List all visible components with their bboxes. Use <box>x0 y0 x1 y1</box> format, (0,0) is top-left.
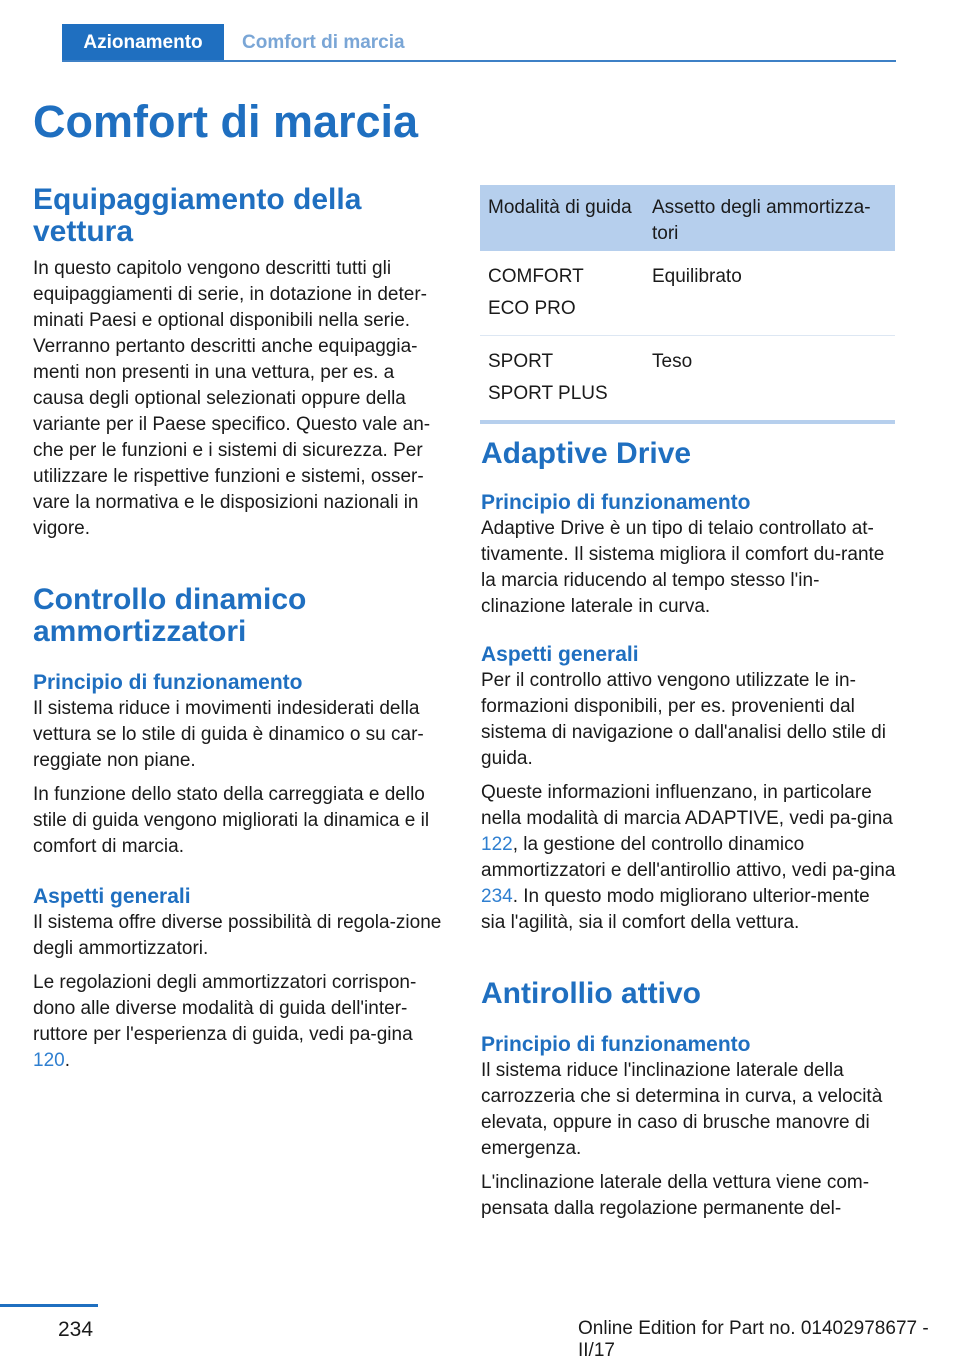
page-link-234[interactable]: 234 <box>481 886 513 907</box>
roll-paragraph-2: L'inclinazione laterale della vettura viene com-pensata dalla regolazione permanente del- <box>481 1172 870 1219</box>
table-cell: ECO PRO <box>488 298 576 319</box>
table-cell: SPORT PLUS <box>488 383 608 404</box>
equipment-text: In questo capitolo vengono descritti tutti gli equipaggiamenti di serie, in dotazione in deter-minati Paesi e optional disponibili nella serie. Verranno pertanto descritti anche equipaggia-menti non presenti in una vettura, per es. a causa degli optional selezionati oppure della variante per il Paese specifico. Questo vale an-che per le funzioni e i sistemi di sicurezza. Per utilizzare le rispettive funzioni e sistemi, osser-vare la normativa e le disposizioni nazionali in vigore. <box>33 258 431 539</box>
page-number: 234 <box>58 1318 94 1341</box>
right-column <box>481 438 896 1222</box>
general-paragraph-2: Le regolazioni degli ammortizzatori corrispon-dono alle diverse modalità di guida dell'inter-ruttore per l'esperienza di guida, vedi pa-gina 120. <box>33 972 417 1071</box>
breadcrumb[interactable]: Comfort di marcia <box>242 32 405 53</box>
table-cell: SPORT <box>488 351 554 372</box>
table-header-setting: Assetto degli ammortizza-tori <box>652 197 871 244</box>
damper-settings-table <box>480 185 895 424</box>
roll-paragraph-1: Il sistema riduce l'inclinazione laterale della carrozzeria che si determina in curva, a velocità elevata, oppure in caso di brusche manovre di emergenza. <box>481 1060 883 1159</box>
principle-heading: Principio di funzionamento <box>33 671 303 694</box>
principle-paragraph-2: In funzione dello stato della carreggiata e dello stile di guida vengono migliorati la dinamica e il comfort di marcia. <box>33 784 430 857</box>
page-link-120[interactable]: 120 <box>33 1050 65 1071</box>
damper-control-heading: Controllo dinamico ammortizzatori <box>33 583 307 648</box>
equipment-heading: Equipaggiamento della vettura <box>33 183 362 248</box>
edition-note: Online Edition for Part no. 01402978677 - II/17 <box>578 1318 929 1361</box>
header-divider <box>62 60 896 62</box>
roll-principle-heading: Principio di funzionamento <box>481 1033 751 1056</box>
footer-accent <box>0 1304 98 1307</box>
general-heading: Aspetti generali <box>33 885 191 908</box>
page-title: Comfort di marcia <box>33 96 419 147</box>
adaptive-general-paragraph-2: Queste informazioni influenzano, in particolare nella modalità di marcia ADAPTIVE, vedi pa-gina 122, la gestione del controllo dinamico ammortizzatori e dell'antirollio attivo, vedi pa-gina 234. In questo modo migliorano ulterior-mente sia l'agilità, sia il comfort della vettura. <box>481 782 896 933</box>
adaptive-drive-heading: Adaptive Drive <box>481 437 692 470</box>
table-cell: COMFORT <box>488 266 584 287</box>
principle-paragraph-1: Il sistema riduce i movimenti indesiderati della vettura se lo stile di guida è dinamico o su car-reggiate non piane. <box>33 698 424 771</box>
table-row <box>480 336 895 420</box>
section-tab[interactable]: Azionamento <box>62 24 224 62</box>
table-header <box>480 185 895 251</box>
adaptive-principle-text: Adaptive Drive è un tipo di telaio controllato at-tivamente. Il sistema migliora il comfort du-rante la marcia riducendo al tempo stesso l'in-clinazione laterale in curva. <box>481 518 885 617</box>
table-row <box>480 251 895 336</box>
page-link-122[interactable]: 122 <box>481 834 513 855</box>
adaptive-principle-heading: Principio di funzionamento <box>481 491 751 514</box>
table-cell: Equilibrato <box>652 266 742 287</box>
table-cell: Teso <box>652 351 693 372</box>
active-roll-heading: Antirollio attivo <box>481 977 701 1010</box>
left-column <box>33 184 448 1074</box>
general-paragraph-1: Il sistema offre diverse possibilità di regola-zione degli ammortizzatori. <box>33 912 442 959</box>
adaptive-general-paragraph-1: Per il controllo attivo vengono utilizzate le in-formazioni disponibili, per es. provenienti dal sistema di navigazione o dall'analisi dello stile di guida. <box>481 670 886 769</box>
adaptive-general-heading: Aspetti generali <box>481 643 639 666</box>
table-header-mode: Modalità di guida <box>488 197 632 218</box>
